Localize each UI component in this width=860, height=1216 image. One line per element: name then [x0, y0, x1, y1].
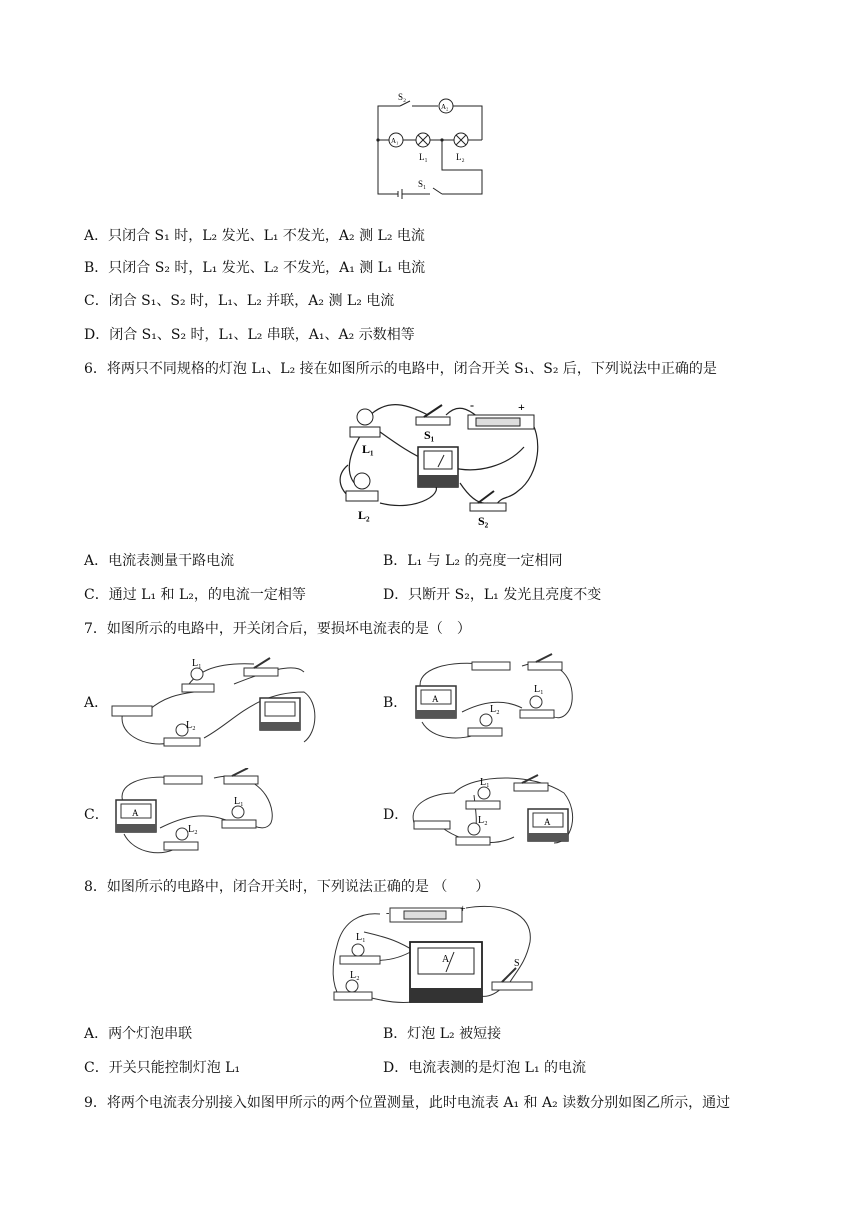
q8-label-ammeter: A [442, 954, 450, 965]
q6-option-b: B．L₁ 与 L₂ 的亮度一定相同 [383, 553, 563, 569]
q5-circuit-diagram [370, 88, 490, 200]
q7-option-a-letter: A． [84, 695, 109, 711]
q8-option-a: A．两个灯泡串联 [84, 1026, 193, 1042]
q8-option-d: D．电流表测的是灯泡 L₁ 的电流 [383, 1060, 587, 1076]
q7b-label-l2: L₂ [490, 704, 500, 715]
q7-figure-c [104, 768, 280, 860]
q8-label-minus: - [386, 908, 390, 919]
q6-label-s2: S₂ [478, 514, 489, 528]
q8-label-plus: + [460, 904, 466, 915]
q7d-label-l1: L₁ [480, 777, 490, 788]
q5-label-s2: S₂ [398, 92, 407, 102]
q6-label-l1: L₁ [362, 442, 374, 456]
q7a-label-l1: L₁ [192, 658, 202, 669]
q8-label-l2: L₂ [350, 970, 360, 981]
q5-label-s1: S₁ [418, 179, 427, 189]
q8-option-b: B．灯泡 L₂ 被短接 [383, 1026, 502, 1042]
q7c-label-ammeter: A [132, 808, 139, 818]
q8-option-c: C．开关只能控制灯泡 L₁ [84, 1060, 241, 1076]
q8-stem: 8．如图所示的电路中，闭合开关时，下列说法正确的是 （ ） [84, 879, 490, 895]
q7-option-d-letter: D． [383, 807, 409, 823]
q6-label-l2: L₂ [358, 508, 370, 522]
q6-circuit-picture [328, 395, 542, 533]
q6-label-minus: - [470, 398, 474, 412]
q6-label-plus: + [518, 400, 525, 414]
q6-option-c: C．通过 L₁ 和 L₂，的电流一定相等 [84, 587, 306, 603]
q5-option-a: A．只闭合 S₁ 时，L₂ 发光、L₁ 不发光，A₂ 测 L₂ 电流 [84, 228, 425, 244]
q8-label-s: S [514, 958, 520, 969]
q7c-label-l2: L₂ [188, 824, 198, 835]
q5-label-l1: L₁ [419, 152, 428, 162]
q9-stem: 9．将两个电流表分别接入如图甲所示的两个位置测量，此时电流表 A₁ 和 A₂ 读数分别如图乙所示，通过 [84, 1095, 731, 1111]
q7d-label-l2: L₂ [478, 815, 488, 826]
q6-option-d: D．只断开 S₂，L₁ 发光且亮度不变 [383, 587, 602, 603]
q5-label-l2: L₂ [456, 152, 465, 162]
q7-figure-a [104, 652, 326, 752]
q7-option-b-letter: B． [383, 695, 408, 711]
q5-option-d: D．闭合 S₁、S₂ 时，L₁、L₂ 串联，A₁、A₂ 示数相等 [84, 327, 415, 343]
q8-label-l1: L₁ [356, 932, 366, 943]
q7b-label-ammeter: A [432, 694, 439, 704]
q5-option-c: C．闭合 S₁、S₂ 时，L₁、L₂ 并联，A₂ 测 L₂ 电流 [84, 293, 395, 309]
q6-label-s1: S₁ [424, 428, 435, 442]
q6-option-a: A．电流表测量干路电流 [84, 553, 235, 569]
q7-stem: 7．如图所示的电路中，开关闭合后，要损坏电流表的是（ ） [84, 621, 471, 637]
q5-label-a2: A₂ [441, 103, 449, 111]
q5-option-b: B．只闭合 S₂ 时，L₁ 发光、L₂ 不发光，A₁ 测 L₁ 电流 [84, 260, 426, 276]
q8-circuit-picture [320, 902, 546, 1008]
q7-figure-d [404, 773, 580, 855]
q7-figure-b [402, 652, 578, 744]
q7c-label-l1: L₁ [234, 796, 244, 807]
q6-stem: 6．将两只不同规格的灯泡 L₁、L₂ 接在如图所示的电路中，闭合开关 S₁、S₂ 后，下列说法中正确的是 [84, 361, 717, 377]
q7d-label-ammeter: A [544, 817, 551, 827]
q7a-label-l2: L₂ [186, 720, 196, 731]
q5-label-a1: A₁ [391, 137, 399, 145]
q7-option-c-letter: C． [84, 807, 109, 823]
q7b-label-l1: L₁ [534, 684, 544, 695]
